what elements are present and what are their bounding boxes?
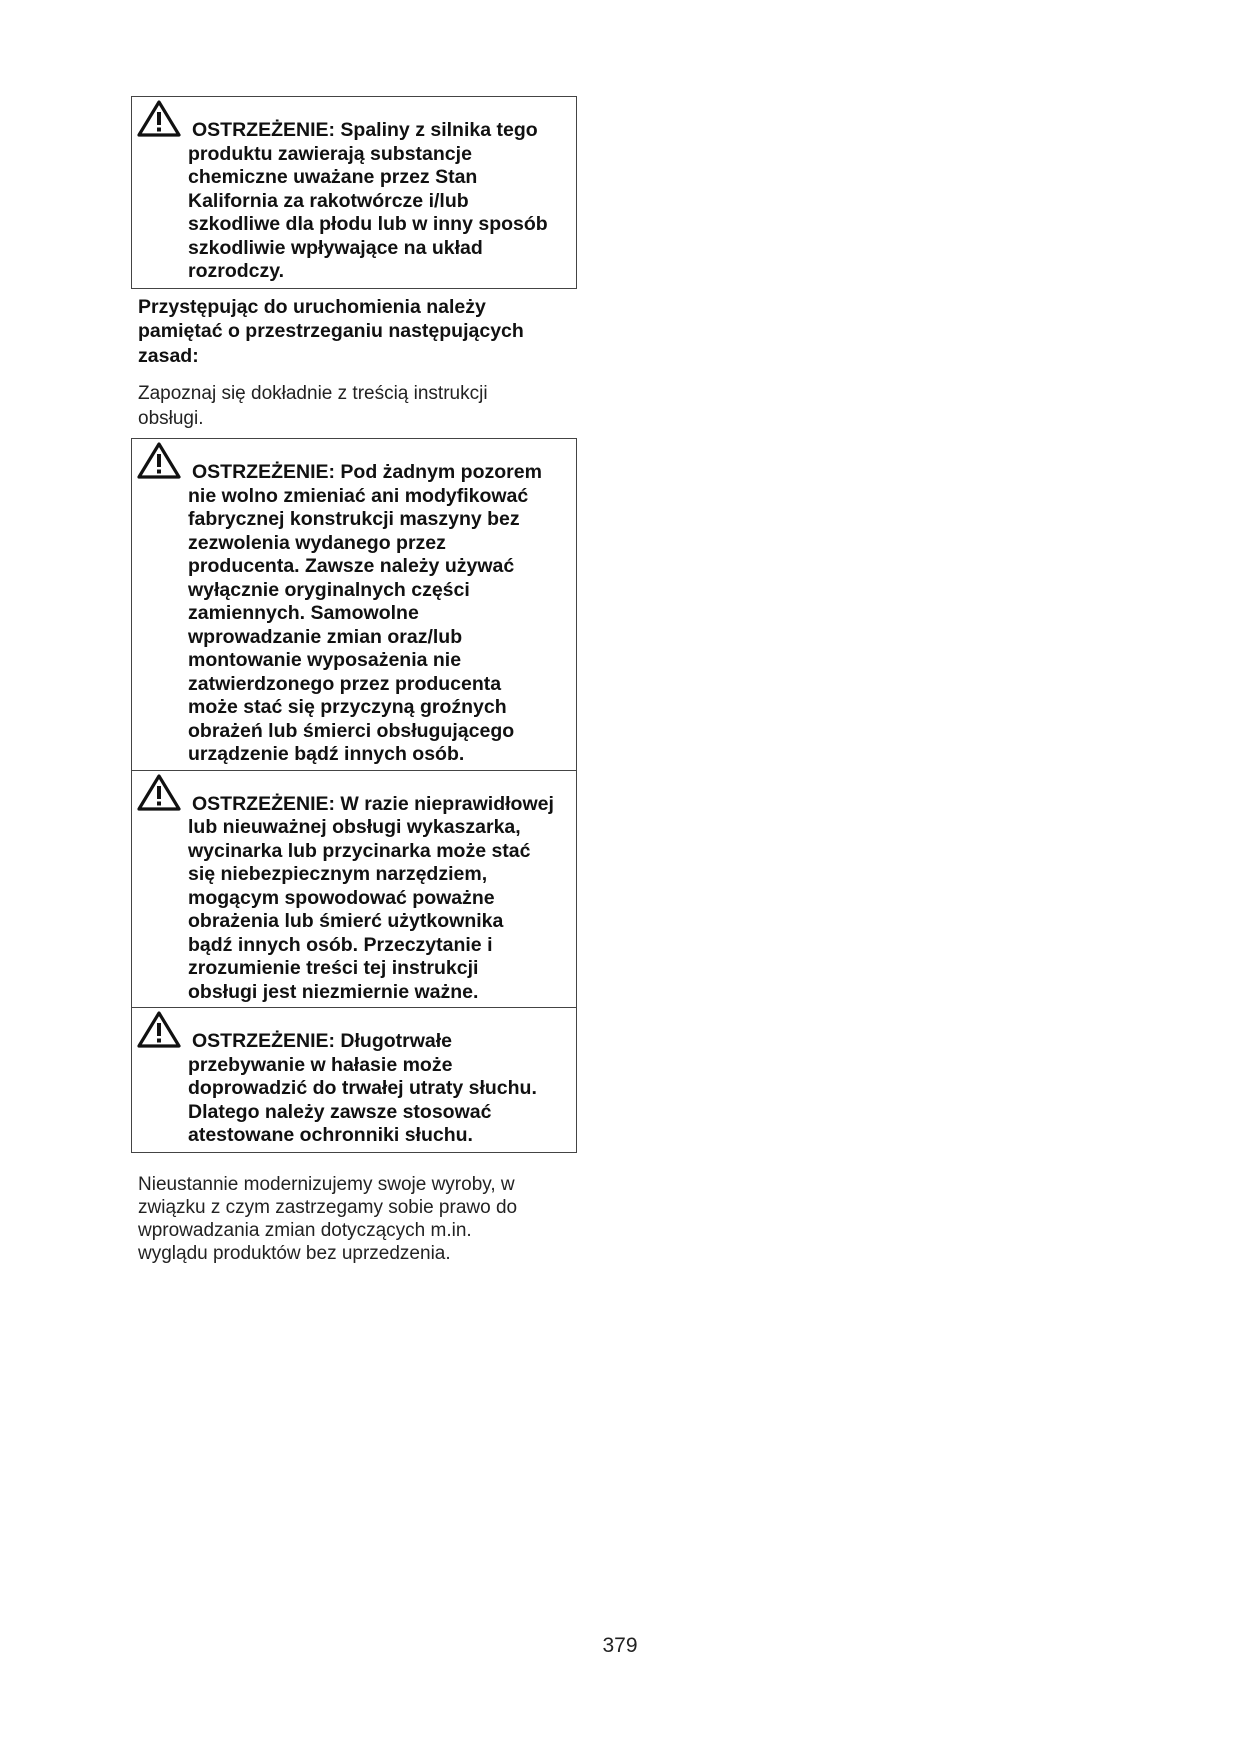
heading-line: zasad: xyxy=(138,344,199,367)
warning-box-modification xyxy=(131,438,577,771)
warning-line: chemiczne uważane przez Stan xyxy=(188,166,478,188)
warning-text-exhaust xyxy=(188,119,570,284)
warning-line: doprowadzić do trwałej utraty słuchu. xyxy=(188,1077,537,1099)
warning-text-modification xyxy=(188,461,570,767)
warning-triangle-icon xyxy=(137,774,181,812)
warning-line: OSTRZEŻENIE: Długotrwałe xyxy=(192,1030,453,1052)
text-line: Nieustannie modernizujemy swoje wyroby, w xyxy=(138,1173,515,1195)
warning-line: obrażenia lub śmierć użytkownika xyxy=(188,910,504,932)
warning-line: mogącym spowodować poważne xyxy=(188,886,495,909)
warning-triangle-icon xyxy=(137,1011,181,1049)
warning-box-exhaust xyxy=(131,96,577,289)
warning-text-misuse xyxy=(188,793,570,1005)
warning-line: bądź innych osób. Przeczytanie i xyxy=(188,933,493,956)
startup-rules-heading xyxy=(131,295,577,369)
warning-line: wprowadzanie zmian oraz/lub xyxy=(188,625,463,648)
warning-line: OSTRZEŻENIE: Spaliny z silnika tego xyxy=(192,119,538,141)
warning-line: nie wolno zmieniać ani modyfikować xyxy=(188,484,529,507)
warning-line: OSTRZEŻENIE: W razie nieprawidłowej xyxy=(192,792,554,815)
warning-line: montowanie wyposażenia nie xyxy=(188,649,462,671)
warning-line: urządzenie bądź innych osób. xyxy=(188,743,465,765)
warning-line: fabrycznej konstrukcji maszyny bez xyxy=(188,508,520,530)
modernization-note xyxy=(131,1173,577,1265)
warning-text-noise xyxy=(188,1030,570,1148)
warning-line: szkodliwe dla płodu lub w inny sposób xyxy=(188,213,548,235)
warning-line: lub nieuważnej obsługi wykaszarka, xyxy=(188,816,521,838)
document-column xyxy=(131,96,577,1265)
warning-line: przebywanie w hałasie może xyxy=(188,1053,453,1076)
warning-line: atestowane ochronniki słuchu. xyxy=(188,1124,473,1146)
warning-line: produktu zawierają substancje xyxy=(188,142,472,165)
warning-line: zezwolenia wydanego przez xyxy=(188,531,446,554)
text-line: Zapoznaj się dokładnie z treścią instrukcji xyxy=(138,383,488,404)
warning-line: Dlatego należy zawsze stosować xyxy=(188,1100,492,1123)
heading-line: Przystępując do uruchomienia należy xyxy=(138,295,486,318)
warning-box-noise xyxy=(131,1008,577,1153)
warning-line: zatwierdzonego przez producenta xyxy=(188,672,502,695)
warning-line: się niebezpiecznym narzędziem, xyxy=(188,863,488,885)
text-line: obsługi. xyxy=(138,407,204,429)
read-manual-text xyxy=(131,382,577,431)
warning-triangle-icon xyxy=(137,442,181,480)
warning-line: zamiennych. Samowolne xyxy=(188,602,419,624)
warning-line: OSTRZEŻENIE: Pod żadnym pozorem xyxy=(192,461,542,483)
warning-line: może stać się przyczyną groźnych xyxy=(188,696,507,718)
warning-box-misuse xyxy=(131,771,577,1009)
warning-line: Kalifornia za rakotwórcze i/lub xyxy=(188,189,469,212)
text-line: wyglądu produktów bez uprzedzenia. xyxy=(138,1242,451,1264)
warning-line: wyłącznie oryginalnych części xyxy=(188,578,470,601)
warning-triangle-icon xyxy=(137,100,181,138)
page-number: 379 xyxy=(602,1634,638,1657)
warning-line: obsługi jest niezmiernie ważne. xyxy=(188,980,479,1003)
warning-line: szkodliwie wpływające na układ xyxy=(188,236,483,259)
text-line: wprowadzania zmian dotyczących m.in. xyxy=(138,1219,472,1241)
warning-line: rozrodczy. xyxy=(188,260,285,282)
warning-line: obrażeń lub śmierci obsługującego xyxy=(188,719,515,742)
warning-line: wycinarka lub przycinarka może stać xyxy=(188,839,531,862)
text-line: związku z czym zastrzegamy sobie prawo do xyxy=(138,1196,518,1218)
warning-line: producenta. Zawsze należy używać xyxy=(188,555,515,577)
warning-line: zrozumienie treści tej instrukcji xyxy=(188,957,479,979)
heading-line: pamiętać o przestrzeganiu następujących xyxy=(138,320,524,342)
